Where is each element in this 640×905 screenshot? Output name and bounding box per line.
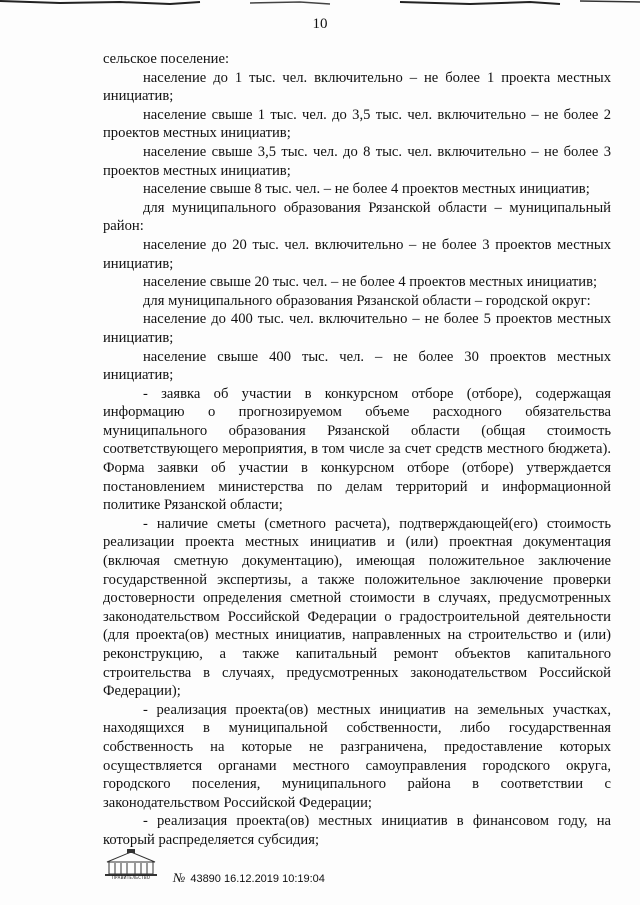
stamp-timestamp: 16.12.2019 10:19:04	[223, 873, 325, 885]
paragraph: население свыше 20 тыс. чел. – не более 4 проектов местных инициатив;	[143, 274, 598, 291]
paragraph: население до 1 тыс. чел. включительно – не более 1 проекта местных инициатив;	[103, 69, 611, 105]
paragraph: - наличие сметы (сметного расчета), подтверждающей(его) стоимость реализации проекта местных инициатив и (или) проектная документация (включая сметную документацию), имеющая положительное заключение государственной экспертизы, а также положительное заключение проверки достоверности определения сметной стоимости в случаях, предусмотренных законодательством Российской Федерации о градостроительной деятельности (для проекта(ов) местных инициатив, направленных на строительство и (или) реконструкцию, а также капитальный ремонт объектов капитального строительства в случаях, предусмотренных законодательством Российской Федерации);	[103, 515, 611, 700]
paragraph: население свыше 3,5 тыс. чел. до 8 тыс. чел. включительно – не более 3 проектов местных инициатив;	[103, 143, 611, 179]
paragraph: население свыше 8 тыс. чел. – не более 4 проектов местных инициатив;	[143, 181, 590, 198]
scan-edge-artifact	[0, 0, 640, 10]
seal-caption: ПРАВИТЕЛЬСТВО	[111, 875, 151, 880]
paragraph: - реализация проекта(ов) местных инициатив на земельных участках, находящихся в муниципальной собственности, либо государственная собственность на которые не разграничена, предоставление которых осуществляется органами местного самоуправления городского округа, городского поселения, муниципального района в соответствии с законодательством Российской Федерации;	[103, 701, 611, 811]
document-body	[103, 50, 611, 850]
paragraph: для муниципального образования Рязанской области – муниципальный район:	[103, 199, 611, 235]
paragraph: - реализация проекта(ов) местных инициатив в финансовом году, на который распределяется субсидия;	[103, 813, 611, 848]
document-number: 43890	[190, 873, 221, 885]
paragraph: население до 400 тыс. чел. включительно – не более 5 проектов местных инициатив;	[103, 311, 611, 346]
document-footer	[103, 848, 523, 888]
paragraph: для муниципального образования Рязанской области – городской округ:	[143, 292, 591, 309]
paragraph: сельское поселение:	[103, 51, 230, 67]
number-sign: №	[173, 870, 186, 885]
paragraph: население свыше 1 тыс. чел. до 3,5 тыс. чел. включительно – не более 2 проектов местных инициатив;	[103, 106, 611, 142]
page-number: 10	[312, 16, 328, 32]
document-stamp	[173, 870, 325, 886]
paragraph: население до 20 тыс. чел. включительно – не более 3 проектов местных инициатив;	[103, 236, 611, 272]
paragraph: - заявка об участии в конкурсном отборе (отборе), содержащая информацию о прогнозируемом объеме расходного обязательства муниципального образования Рязанской области (общая стоимость соответствующего мероприятия, в том числе за счет средств местного бюджета). Форма заявки об участии в конкурсном отборе (отборе) утверждается постановлением министерства по делам территорий и информационной политике Рязанской области;	[103, 385, 611, 514]
paragraph: население свыше 400 тыс. чел. – не более 30 проектов местных инициатив;	[103, 348, 611, 384]
